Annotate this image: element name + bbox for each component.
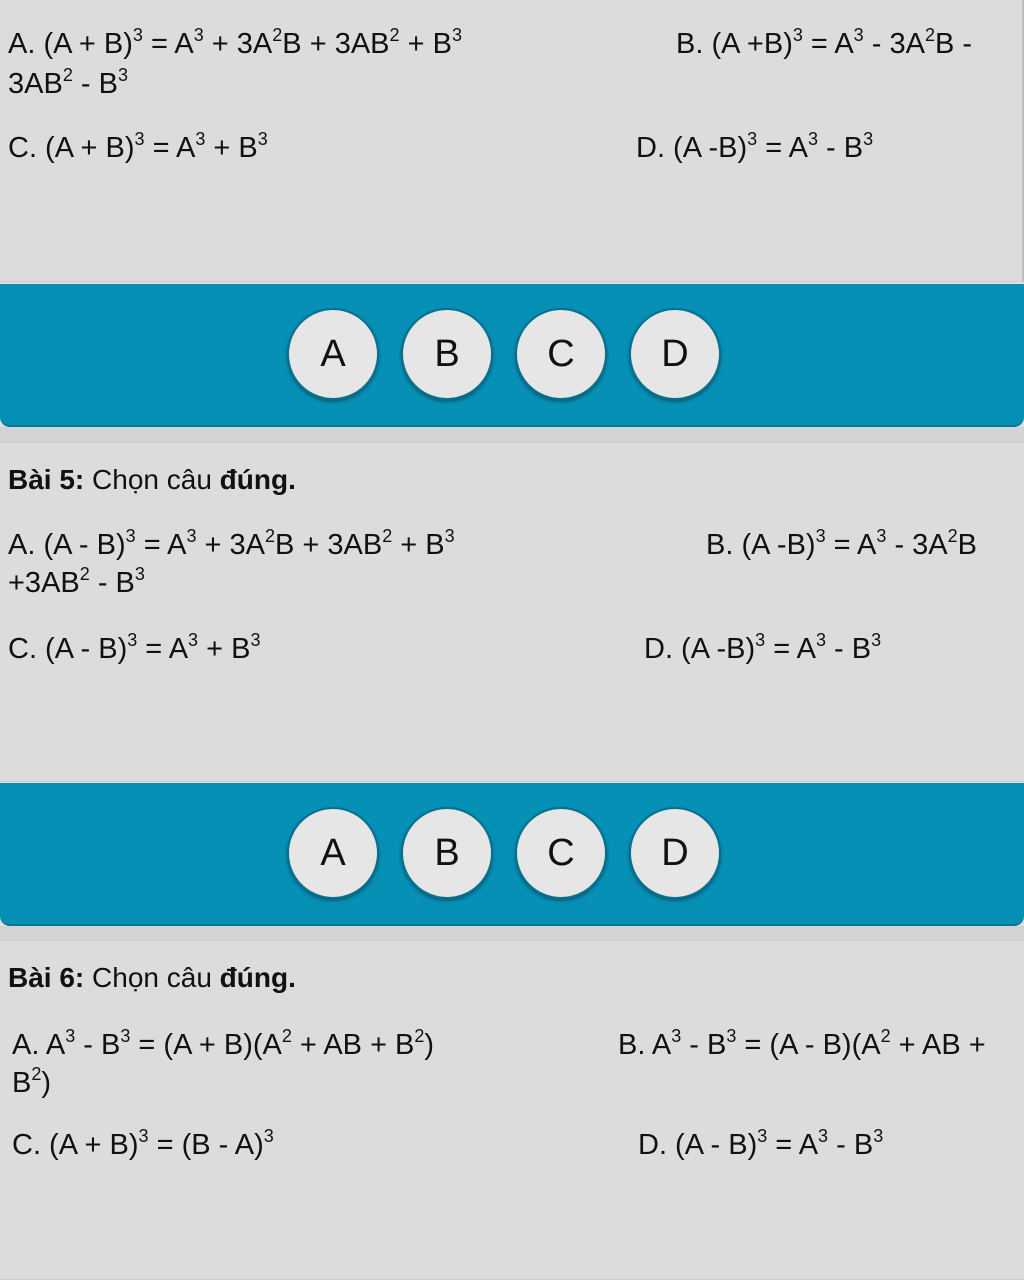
divider: [0, 427, 1024, 442]
q5-option-d: D. (A $-B)^3 = A^3 - B^3$: [644, 630, 882, 665]
q5-option-a: A. $(A - B)^3 = A^3 + 3A^2B + 3AB^2 + B^3$: [8, 526, 455, 561]
question-5-card: [0, 442, 1024, 782]
answer-button-c[interactable]: C: [515, 807, 607, 899]
q4-option-d: D. (A $-B)^3 = A^3 - B^3$: [636, 129, 874, 164]
q5-title: Bài 5: Chọn câu đúng.: [8, 464, 296, 495]
q4-option-a: A. $(A + B)^3 = A^3 + 3A^2B + 3AB^2 + B^3$: [8, 25, 462, 60]
q6-option-a: A. $A^3 - B^3 = (A + B)(A^2$ + AB + $B^2$): [12, 1026, 435, 1061]
q6-option-c: C. $(A + B)^3 = (B - A)^3$: [12, 1126, 274, 1161]
divider: [0, 926, 1024, 940]
q5-option-b: B. (A $-B)^3 = A^3 - 3A^2B$: [706, 526, 978, 561]
q4-option-b-continued: $3AB^2 - B^3$: [8, 65, 128, 100]
q6-option-d: D. $(A - B)^3 = A^3 - B^3$: [638, 1126, 884, 1161]
answer-button-b[interactable]: B: [401, 308, 493, 400]
q4-option-b: B. $(A +B)^3 = A^3 - 3A^2B$ -: [676, 25, 973, 60]
answer-button-d[interactable]: D: [629, 807, 721, 899]
answer-bar-q4: [0, 284, 1024, 427]
q6-title: Bài 6: Chọn câu đúng.: [8, 962, 296, 993]
answer-button-a[interactable]: A: [287, 807, 379, 899]
answer-bar-q5: [0, 783, 1024, 926]
q6-option-b-continued: $B^2$): [12, 1064, 52, 1099]
answer-button-a[interactable]: A: [287, 308, 379, 400]
answer-button-c[interactable]: C: [515, 308, 607, 400]
question-6-card: [0, 940, 1024, 1280]
q4-option-c: C. $(A + B)^3 = A^3 + B^3$: [8, 129, 268, 164]
answer-button-d[interactable]: D: [629, 308, 721, 400]
q6-option-b: B. $A^3 - B^3 = (A - B)(A^2$ + AB +: [618, 1026, 986, 1061]
q5-option-c: C. $(A - B)^3 = A^3 + B^3$: [8, 630, 261, 665]
q5-option-b-continued: $+3AB^2 - B^3$: [8, 564, 145, 599]
question-4-card: [0, 0, 1024, 282]
answer-button-b[interactable]: B: [401, 807, 493, 899]
